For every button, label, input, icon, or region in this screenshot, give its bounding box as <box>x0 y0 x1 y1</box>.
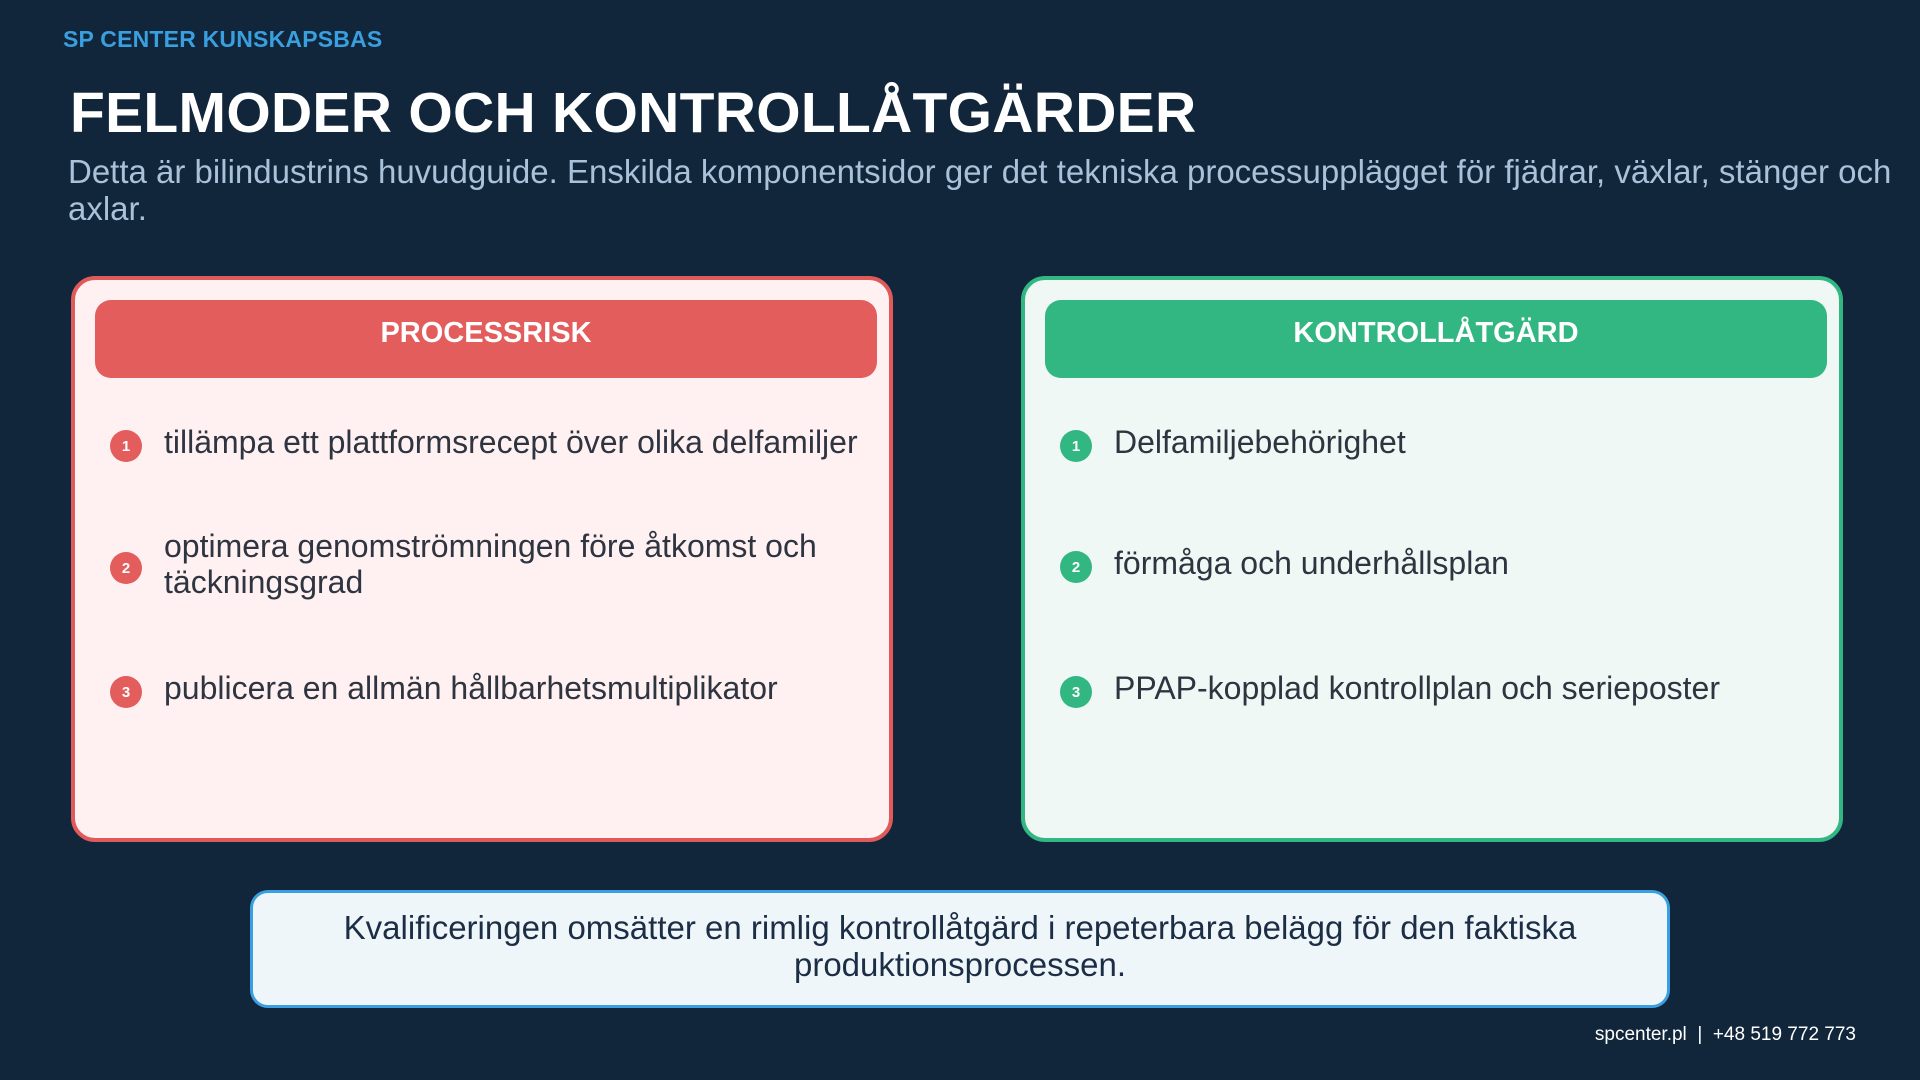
risk-item-2 <box>110 528 870 600</box>
control-item-2 <box>1060 543 1820 583</box>
risk-item-text: tillämpa ett plattformsrecept över olika delfamiljer <box>164 424 858 460</box>
number-badge-1: 1 <box>1060 430 1092 462</box>
process-risk-card <box>71 276 893 842</box>
number-badge-1: 1 <box>110 430 142 462</box>
brand-label: SP CENTER KUNSKAPSBAS <box>63 26 383 52</box>
risk-item-3 <box>110 668 870 708</box>
control-item-text: förmåga och underhållsplan <box>1114 545 1509 581</box>
control-measure-header: KONTROLLÅTGÄRD <box>1045 300 1827 378</box>
control-item-text: Delfamiljebehörighet <box>1114 424 1406 460</box>
page-title: FELMODER OCH KONTROLLÅTGÄRDER <box>70 81 1197 145</box>
control-item-3 <box>1060 668 1820 708</box>
number-badge-2: 2 <box>110 552 142 584</box>
contact-info: spcenter.pl | +48 519 772 773 <box>1594 1024 1856 1045</box>
control-item-1 <box>1060 422 1820 462</box>
risk-item-text: optimera genomströmningen före åtkomst och täckningsgrad <box>164 528 817 600</box>
number-badge-2: 2 <box>1060 551 1092 583</box>
risk-item-1 <box>110 422 870 462</box>
control-measure-card <box>1021 276 1843 842</box>
number-badge-3: 3 <box>110 676 142 708</box>
control-item-text: PPAP-kopplad kontrollplan och serieposter <box>1114 670 1720 706</box>
number-badge-3: 3 <box>1060 676 1092 708</box>
risk-item-text: publicera en allmän hållbarhetsmultiplikator <box>164 670 778 706</box>
page-subtitle: Detta är bilindustrins huvudguide. Enskilda komponentsidor ger det tekniska processupplägget för fjädrar, växlar, stänger och axlar. <box>68 153 1892 227</box>
process-risk-header: PROCESSRISK <box>95 300 877 378</box>
qualification-note: Kvalificeringen omsätter en rimlig kontrollåtgärd i repeterbara belägg för den faktiska produktionsprocessen. <box>250 890 1670 1008</box>
